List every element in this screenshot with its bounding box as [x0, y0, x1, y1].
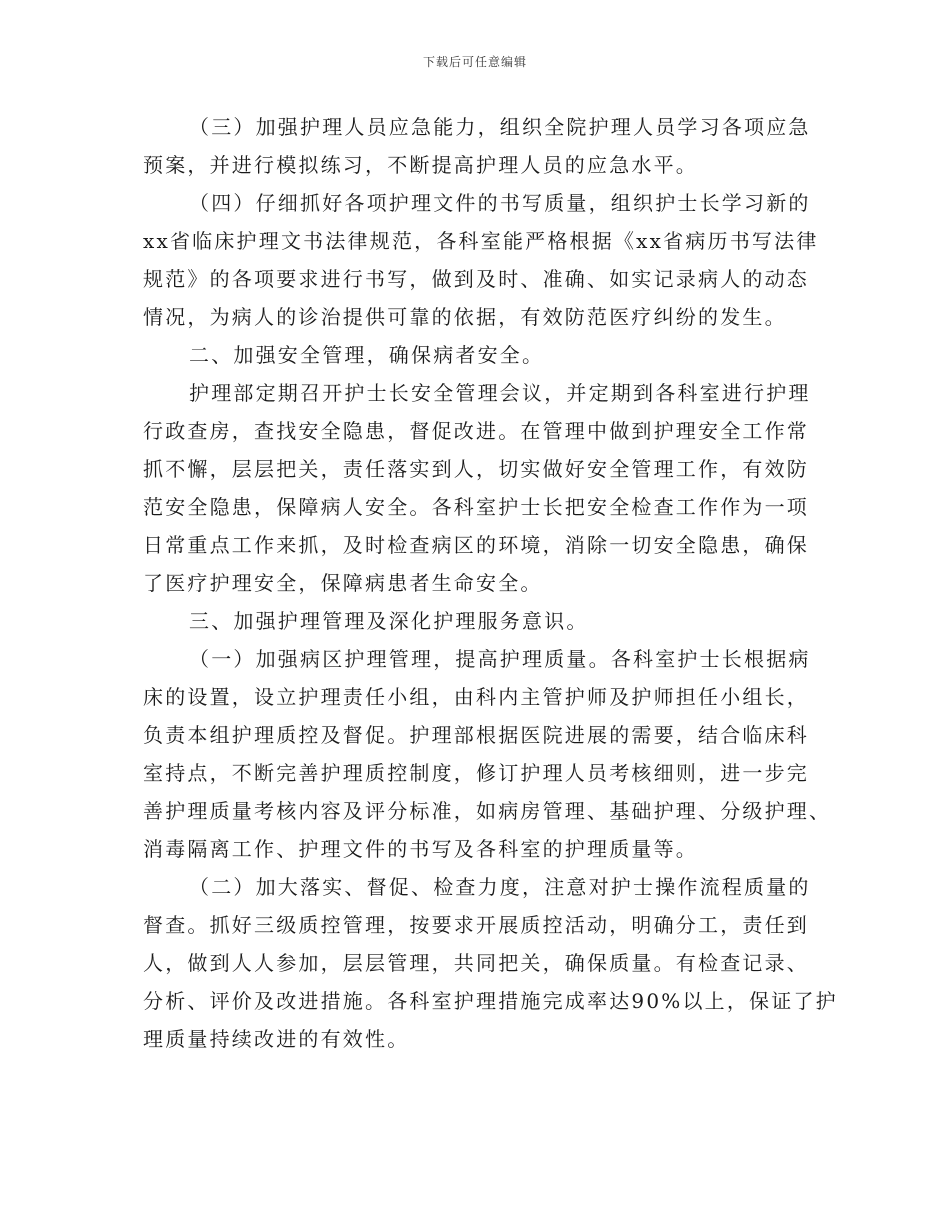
paragraph-line: 人，做到人人参加，层层管理，共同把关，确保质量。有检查记录、 [143, 951, 809, 975]
heading-line: 三、加强护理管理及深化护理服务意识。 [189, 609, 589, 633]
paragraph-line: 负责本组护理质控及督促。护理部根据医院进展的需要，结合临床科 [143, 723, 809, 747]
paragraph-line: 行政查房，查找安全隐患，督促改进。在管理中做到护理安全工作常 [143, 419, 809, 443]
paragraph-line: 了医疗护理安全，保障病患者生命安全。 [143, 571, 543, 595]
paragraph-line: xx省临床护理文书法律规范，各科室能严格根据《xx省病历书写法律 [143, 229, 819, 253]
paragraph-safety-management [143, 374, 813, 602]
paragraph-line: （三）加强护理人员应急能力，组织全院护理人员学习各项应急 [189, 115, 811, 139]
section-heading-safety [143, 336, 813, 374]
paragraph-nursing-documents [143, 184, 819, 336]
paragraph-line: 日常重点工作来抓，及时检查病区的环境，消除一切安全隐患，确保 [143, 533, 809, 557]
paragraph-line: 消毒隔离工作、护理文件的书写及各科室的护理质量等。 [143, 837, 698, 861]
heading-line: 二、加强安全管理，确保病者安全。 [189, 343, 545, 367]
paragraph-line: （一）加强病区护理管理，提高护理质量。各科室护士长根据病 [189, 647, 811, 671]
paragraph-line: 床的设置，设立护理责任小组，由科内主管护师及护师担任小组长， [143, 685, 809, 709]
section-heading-nursing-management [143, 602, 813, 640]
document-body [143, 108, 838, 1058]
paragraph-line: 抓不懈，层层把关，责任落实到人，切实做好安全管理工作，有效防 [143, 457, 809, 481]
paragraph-line: 室持点，不断完善护理质控制度，修订护理人员考核细则，进一步完 [143, 761, 809, 785]
paragraph-quality-inspection [143, 868, 838, 1058]
paragraph-emergency-training [143, 108, 813, 184]
paragraph-ward-management [143, 640, 832, 868]
paragraph-line: 范安全隐患，保障病人安全。各科室护士长把安全检查工作作为一项 [143, 495, 809, 519]
paragraph-line: 善护理质量考核内容及评分标准，如病房管理、基础护理、分级护理、 [143, 799, 832, 823]
paragraph-line: 规范》的各项要求进行书写，做到及时、准确、如实记录病人的动态 [143, 267, 809, 291]
paragraph-line: （二）加大落实、督促、检查力度，注意对护士操作流程质量的 [189, 875, 811, 899]
page-header: 下载后可任意编辑 [422, 55, 527, 69]
paragraph-line: 督查。抓好三级质控管理，按要求开展质控活动，明确分工，责任到 [143, 913, 809, 937]
paragraph-line: （四）仔细抓好各项护理文件的书写质量，组织护士长学习新的 [189, 191, 811, 215]
paragraph-line: 情况，为病人的诊治提供可靠的依据，有效防范医疗纠纷的发生。 [143, 305, 787, 329]
paragraph-line: 护理部定期召开护士长安全管理会议，并定期到各科室进行护理 [189, 381, 811, 405]
paragraph-line: 理质量持续改进的有效性。 [143, 1027, 410, 1051]
paragraph-line: 分析、评价及改进措施。各科室护理措施完成率达90%以上，保证了护 [143, 989, 838, 1013]
paragraph-line: 预案，并进行模拟练习，不断提高护理人员的应急水平。 [143, 153, 698, 177]
